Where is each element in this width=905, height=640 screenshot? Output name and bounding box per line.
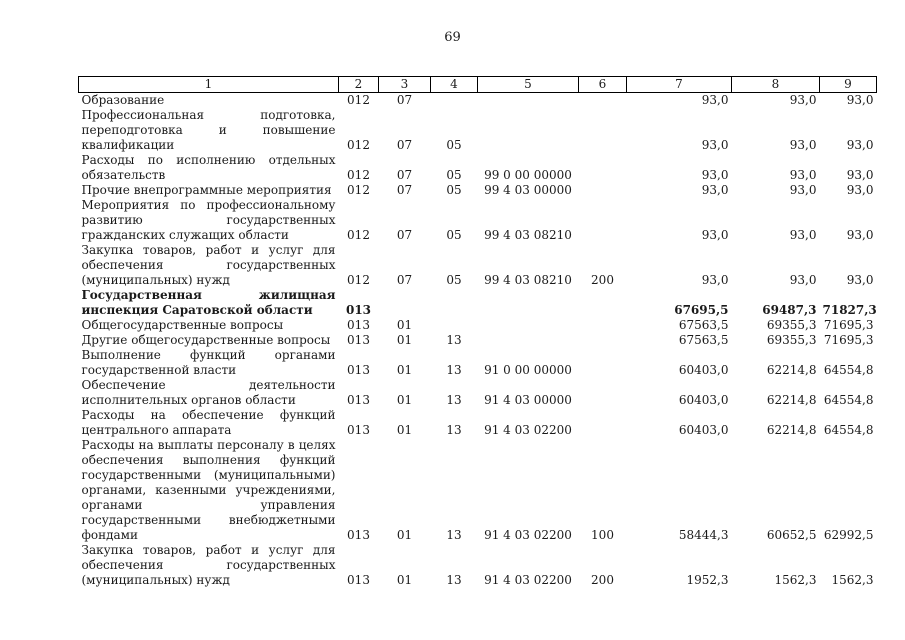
row-section-code: 01 (396, 528, 413, 542)
row-name: Мероприятия по профессиональному развитию государственных гражданских служащих области (81, 198, 336, 242)
row-ministry-code: 013 (347, 363, 370, 377)
row-target-code: 91 4 03 00000 (484, 393, 572, 407)
row-name: Общегосударственные вопросы (81, 318, 284, 332)
row-section-code: 07 (396, 273, 413, 287)
row-subsection-code: 13 (446, 333, 462, 347)
row-section-code: 01 (396, 573, 413, 587)
row-target-code (478, 333, 579, 348)
row-amount-1: 67563,5 (678, 318, 729, 332)
table-row (79, 408, 877, 438)
row-subsection-code: 13 (446, 573, 462, 587)
table-row (79, 348, 877, 378)
row-amount-2: 93,0 (789, 168, 817, 182)
row-subsection-code: 05 (446, 273, 462, 287)
row-name: Расходы на обеспечение функций центрального аппарата (81, 408, 336, 437)
table-row (79, 153, 877, 183)
row-expense-type: 200 (591, 573, 614, 587)
row-section-code: 01 (396, 333, 413, 347)
row-amount-3: 71695,3 (823, 333, 874, 347)
row-amount-1: 60403,0 (678, 363, 729, 377)
row-name: Обеспечение деятельности исполнительных органов области (81, 378, 336, 407)
row-amount-1: 58444,3 (678, 528, 729, 542)
row-target-code (478, 318, 579, 333)
row-name: Расходы на выплаты персоналу в целях обеспечения выполнения функций государственными (муниципальными) органами, казенными учреждениями, органами управления государственными внебюджетными фондами (81, 438, 336, 542)
row-amount-1: 93,0 (701, 168, 729, 182)
row-amount-3: 64554,8 (823, 423, 874, 437)
row-amount-1: 93,0 (701, 183, 729, 197)
row-ministry-code: 013 (347, 528, 370, 542)
row-subsection-code: 05 (446, 138, 462, 152)
row-target-code (478, 288, 579, 318)
row-ministry-code: 012 (347, 183, 370, 197)
table-row (79, 288, 877, 318)
column-header: 9 (820, 77, 877, 93)
row-ministry-code: 013 (347, 333, 370, 347)
column-header: 4 (431, 77, 478, 93)
table-row (79, 438, 877, 543)
row-ministry-code: 013 (345, 303, 372, 317)
row-name: Закупка товаров, работ и услуг для обеспечения государственных (муниципальных) нужд (81, 243, 336, 287)
table-row (79, 543, 877, 588)
column-header: 7 (627, 77, 732, 93)
row-name: Государственная жилищная инспекция Саратовской области (81, 288, 336, 317)
row-section-code: 01 (396, 393, 413, 407)
row-ministry-code: 012 (347, 138, 370, 152)
row-amount-2: 93,0 (789, 183, 817, 197)
row-target-code: 99 4 03 00000 (484, 183, 572, 197)
row-expense-type (579, 408, 627, 438)
table-row (79, 243, 877, 288)
row-amount-2: 1562,3 (774, 573, 817, 587)
row-amount-1: 1952,3 (686, 573, 729, 587)
row-expense-type: 100 (591, 528, 614, 542)
row-amount-1: 60403,0 (678, 393, 729, 407)
row-amount-1: 67695,5 (674, 303, 729, 317)
row-amount-2: 62214,8 (766, 423, 817, 437)
column-header: 5 (478, 77, 579, 93)
row-expense-type (579, 183, 627, 198)
column-header: 3 (379, 77, 431, 93)
row-section-code: 07 (396, 183, 413, 197)
table-row (79, 183, 877, 198)
table-row (79, 378, 877, 408)
row-expense-type (579, 348, 627, 378)
column-header: 6 (579, 77, 627, 93)
row-section-code: 01 (396, 363, 413, 377)
row-amount-3: 71827,3 (822, 303, 877, 317)
row-section-code: 07 (396, 93, 413, 107)
row-subsection-code: 13 (446, 423, 462, 437)
row-expense-type (579, 318, 627, 333)
row-target-code: 91 0 00 00000 (484, 363, 572, 377)
row-name: Образование (81, 93, 165, 107)
row-name: Закупка товаров, работ и услуг для обеспечения государственных (муниципальных) нужд (81, 543, 336, 587)
row-amount-2: 62214,8 (766, 393, 817, 407)
column-header: 1 (79, 77, 339, 93)
row-amount-2: 69487,3 (762, 303, 817, 317)
row-amount-2: 93,0 (789, 93, 817, 107)
row-section-code: 07 (396, 228, 413, 242)
row-subsection-code: 05 (446, 168, 462, 182)
row-subsection-code: 05 (446, 183, 462, 197)
row-target-code (478, 93, 579, 109)
row-section-code (379, 288, 431, 318)
row-target-code: 99 4 03 08210 (484, 273, 572, 287)
row-amount-3: 93,0 (846, 168, 874, 182)
row-expense-type (579, 198, 627, 243)
header-row (79, 77, 877, 93)
row-amount-1: 67563,5 (678, 333, 729, 347)
row-amount-3: 64554,8 (823, 393, 874, 407)
column-header: 2 (339, 77, 379, 93)
row-amount-3: 62992,5 (823, 528, 874, 542)
row-expense-type (579, 108, 627, 153)
row-name: Выполнение функций органами государственной власти (81, 348, 336, 377)
row-name: Расходы по исполнению отдельных обязательств (81, 153, 336, 182)
row-amount-3: 93,0 (846, 183, 874, 197)
row-name: Другие общегосударственные вопросы (81, 333, 331, 347)
row-subsection-code (431, 318, 478, 333)
row-amount-1: 93,0 (701, 273, 729, 287)
row-amount-2: 62214,8 (766, 363, 817, 377)
row-ministry-code: 012 (347, 228, 370, 242)
row-amount-3: 93,0 (846, 93, 874, 107)
row-amount-1: 93,0 (701, 138, 729, 152)
row-subsection-code: 05 (446, 228, 462, 242)
row-subsection-code (431, 93, 478, 109)
page-number: 69 (444, 30, 461, 45)
row-subsection-code: 13 (446, 528, 462, 542)
row-amount-2: 93,0 (789, 273, 817, 287)
row-amount-2: 93,0 (789, 138, 817, 152)
row-amount-2: 93,0 (789, 228, 817, 242)
row-amount-3: 93,0 (846, 138, 874, 152)
row-ministry-code: 013 (347, 318, 370, 332)
table-row (79, 333, 877, 348)
row-amount-1: 93,0 (701, 93, 729, 107)
table-row (79, 108, 877, 153)
row-section-code: 07 (396, 168, 413, 182)
row-section-code: 01 (396, 318, 413, 332)
row-expense-type (579, 93, 627, 109)
column-header: 8 (732, 77, 820, 93)
row-amount-1: 60403,0 (678, 423, 729, 437)
row-expense-type (579, 378, 627, 408)
row-subsection-code (431, 288, 478, 318)
table-row (79, 93, 877, 109)
row-target-code: 91 4 03 02200 (484, 528, 572, 542)
row-subsection-code: 13 (446, 363, 462, 377)
row-amount-3: 1562,3 (831, 573, 874, 587)
row-amount-1: 93,0 (701, 228, 729, 242)
row-section-code: 01 (396, 423, 413, 437)
row-ministry-code: 012 (347, 273, 370, 287)
row-target-code: 91 4 03 02200 (484, 423, 572, 437)
row-expense-type (579, 333, 627, 348)
row-ministry-code: 013 (347, 393, 370, 407)
row-target-code (478, 108, 579, 153)
row-amount-2: 69355,3 (766, 318, 817, 332)
row-expense-type (579, 288, 627, 318)
row-ministry-code: 012 (347, 168, 370, 182)
row-ministry-code: 013 (347, 423, 370, 437)
row-name: Прочие внепрограммные мероприятия (81, 183, 332, 197)
table-row (79, 318, 877, 333)
table-row (79, 198, 877, 243)
row-name: Профессиональная подготовка, переподготовка и повышение квалификации (81, 108, 336, 152)
row-expense-type (579, 153, 627, 183)
row-subsection-code: 13 (446, 393, 462, 407)
row-ministry-code: 013 (347, 573, 370, 587)
row-target-code: 99 4 03 08210 (484, 228, 572, 242)
row-amount-3: 64554,8 (823, 363, 874, 377)
row-section-code: 07 (396, 138, 413, 152)
row-expense-type: 200 (591, 273, 614, 287)
row-ministry-code: 012 (347, 93, 370, 107)
table-body (79, 93, 877, 589)
row-amount-2: 60652,5 (766, 528, 817, 542)
row-target-code: 91 4 03 02200 (484, 573, 572, 587)
row-amount-3: 93,0 (846, 273, 874, 287)
row-target-code: 99 0 00 00000 (484, 168, 572, 182)
row-amount-3: 93,0 (846, 228, 874, 242)
row-amount-2: 69355,3 (766, 333, 817, 347)
row-amount-3: 71695,3 (823, 318, 874, 332)
budget-table (78, 76, 877, 588)
